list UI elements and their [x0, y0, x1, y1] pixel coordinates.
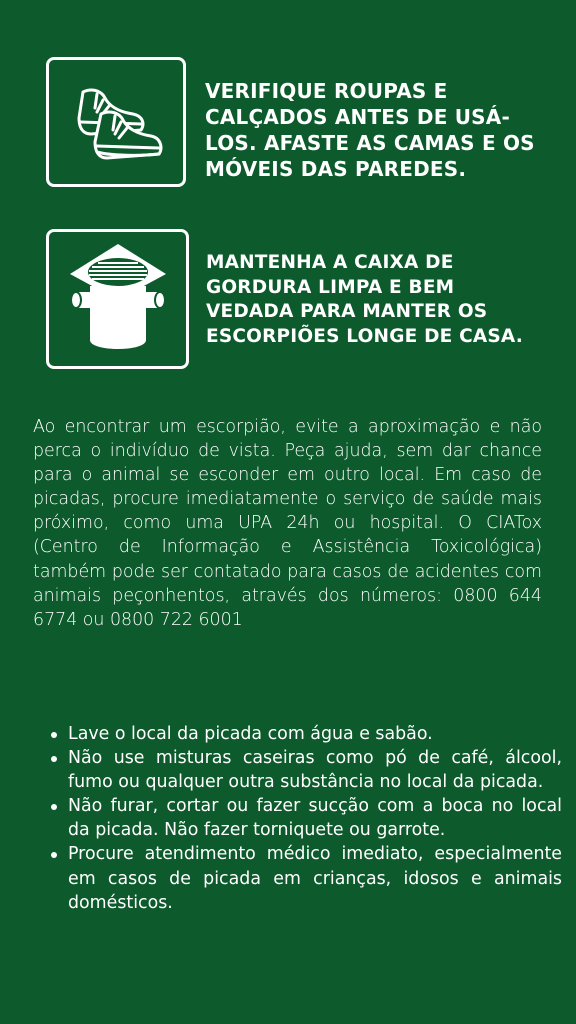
- list-item: Lave o local da picada com água e sabão.: [68, 722, 562, 746]
- grease-trap-icon: [62, 240, 174, 358]
- tip-grease-trap: MANTENHA A CAIXA DE GORDURA LIMPA E BEM VEDADA PARA MANTER OS ESCORPIÕES LONGE DE CASA.: [206, 252, 524, 347]
- list-item: Procure atendimento médico imediato, especialmente em casos de picada em crianças, idosos e animais domésticos.: [68, 842, 562, 914]
- first-aid-list: [48, 722, 562, 915]
- info-paragraph: Ao encontrar um escorpião, evite a aproximação e não perca o indivíduo de vista. Peça ajuda, sem dar chance para o animal se esconder em outro local. Em caso de picadas, procure imediatamente o serviço de saúde mais próximo, como uma UPA 24h ou hospital. O CIATox (Centro de Informação e Assistência Toxicológica) também pode ser contatado para casos de acidentes com animais peçonhentos, através dos números: 0800 644 6774 ou 0800 722 6001: [33, 417, 542, 630]
- list-item: Não furar, cortar ou fazer sucção com a boca no local da picada. Não fazer torniquete ou garrote.: [68, 794, 562, 842]
- tip-clothes-shoes: VERIFIQUE ROUPAS E CALÇADOS ANTES DE USÁ-LOS. AFASTE AS CAMAS E OS MÓVEIS DAS PAREDES.: [205, 79, 535, 181]
- shoes-icon: [61, 72, 171, 172]
- shoes-icon-frame: [46, 57, 186, 187]
- list-item: Não use misturas caseiras como pó de café, álcool, fumo ou qualquer outra substância no local da picada.: [68, 746, 562, 794]
- grease-trap-icon-frame: [46, 229, 189, 369]
